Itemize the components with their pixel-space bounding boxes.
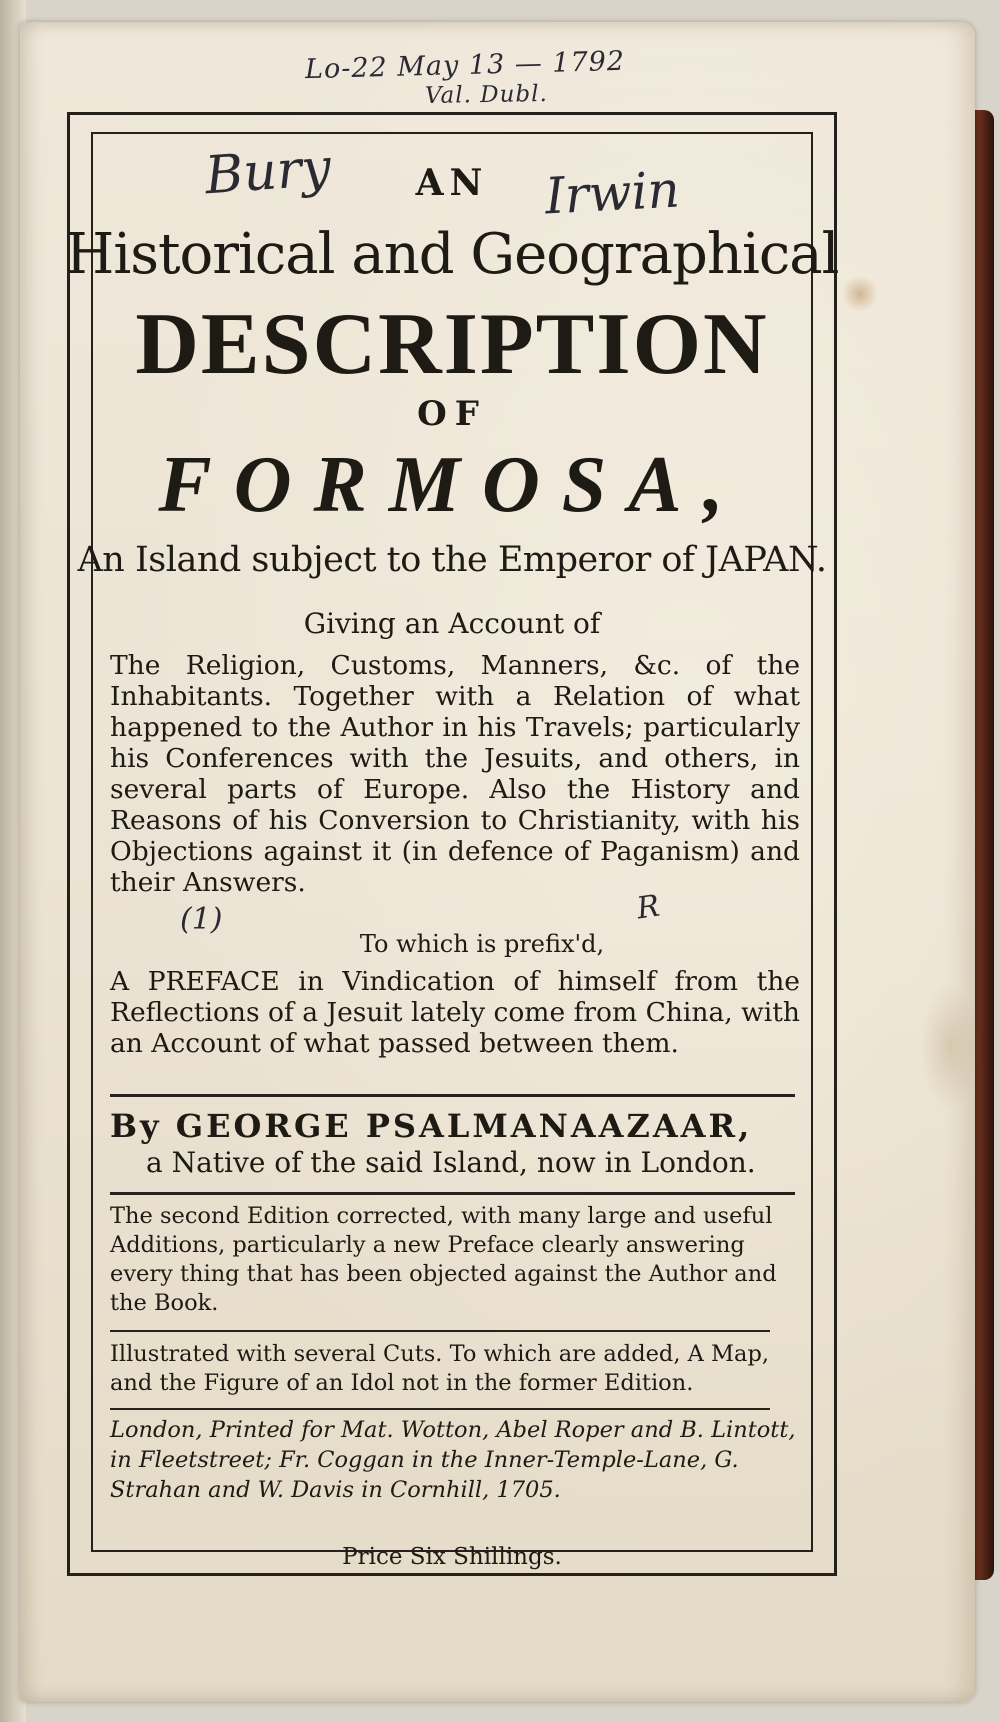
- preface-paragraph: A PREFACE in Vindication of himself from the Reflections of a Jesuit lately come from China, with an Account of what passed between them.: [110, 966, 800, 1059]
- handwritten-date-note: Lo-22 May 13 — 1792: [304, 45, 626, 86]
- author-native-line: a Native of the said Island, now in London.: [146, 1146, 756, 1179]
- rule-divider: [110, 1094, 795, 1097]
- edition-note: The second Edition corrected, with many large and useful Additions, particularly a new Preface clearly answering every thing that has been objected against the Author and the Book.: [110, 1203, 777, 1316]
- title-description: DESCRIPTION: [135, 296, 769, 393]
- handwritten-signature-right: Irwin: [543, 160, 682, 226]
- giving-account-heading: Giving an Account of: [303, 607, 601, 640]
- rule-divider: [110, 1192, 795, 1195]
- title-an: AN: [415, 162, 489, 204]
- handwritten-signature-left: Bury: [203, 137, 333, 207]
- illustrated-note: Illustrated with several Cuts. To which are added, A Map, and the Figure of an Idol not in the former Edition.: [110, 1341, 770, 1396]
- rule-divider: [110, 1408, 770, 1410]
- title-island-subtitle: An Island subject to the Emperor of JAPAN.: [77, 540, 827, 580]
- handwritten-place-note: Val. Dubl.: [424, 80, 549, 110]
- price-line: Price Six Shillings.: [342, 1544, 562, 1570]
- title-formosa: FORMOSA,: [158, 441, 746, 529]
- handwritten-r-mark: R: [634, 888, 662, 927]
- account-paragraph: The Religion, Customs, Manners, &c. of the Inhabitants. Together with a Relation of what happened to the Author in his Travels; particularly his Conferences with the Jesuits, and others, in several parts of Europe. Also the History and Reasons of his Conversion to Christianity, with his Objections against it (in defence of Paganism) and their Answers.: [110, 650, 800, 898]
- title-page: [20, 22, 975, 1702]
- rule-divider: [110, 1330, 770, 1332]
- author-byline: By GEORGE PSALMANAAZAAR,: [110, 1107, 753, 1145]
- title-of: OF: [417, 394, 487, 434]
- handwritten-number-mark: (1): [180, 902, 223, 937]
- foxing-stain: [920, 982, 980, 1112]
- prefixd-line: To which is prefix'd,: [359, 930, 605, 958]
- printer-imprint: London, Printed for Mat. Wotton, Abel Roper and B. Lintott, in Fleetstreet; Fr. Coggan in the Inner-Temple-Lane, G. Strahan and W. Davis in Cornhill, 1705.: [110, 1417, 796, 1503]
- title-historical: Historical and Geographical: [65, 222, 839, 287]
